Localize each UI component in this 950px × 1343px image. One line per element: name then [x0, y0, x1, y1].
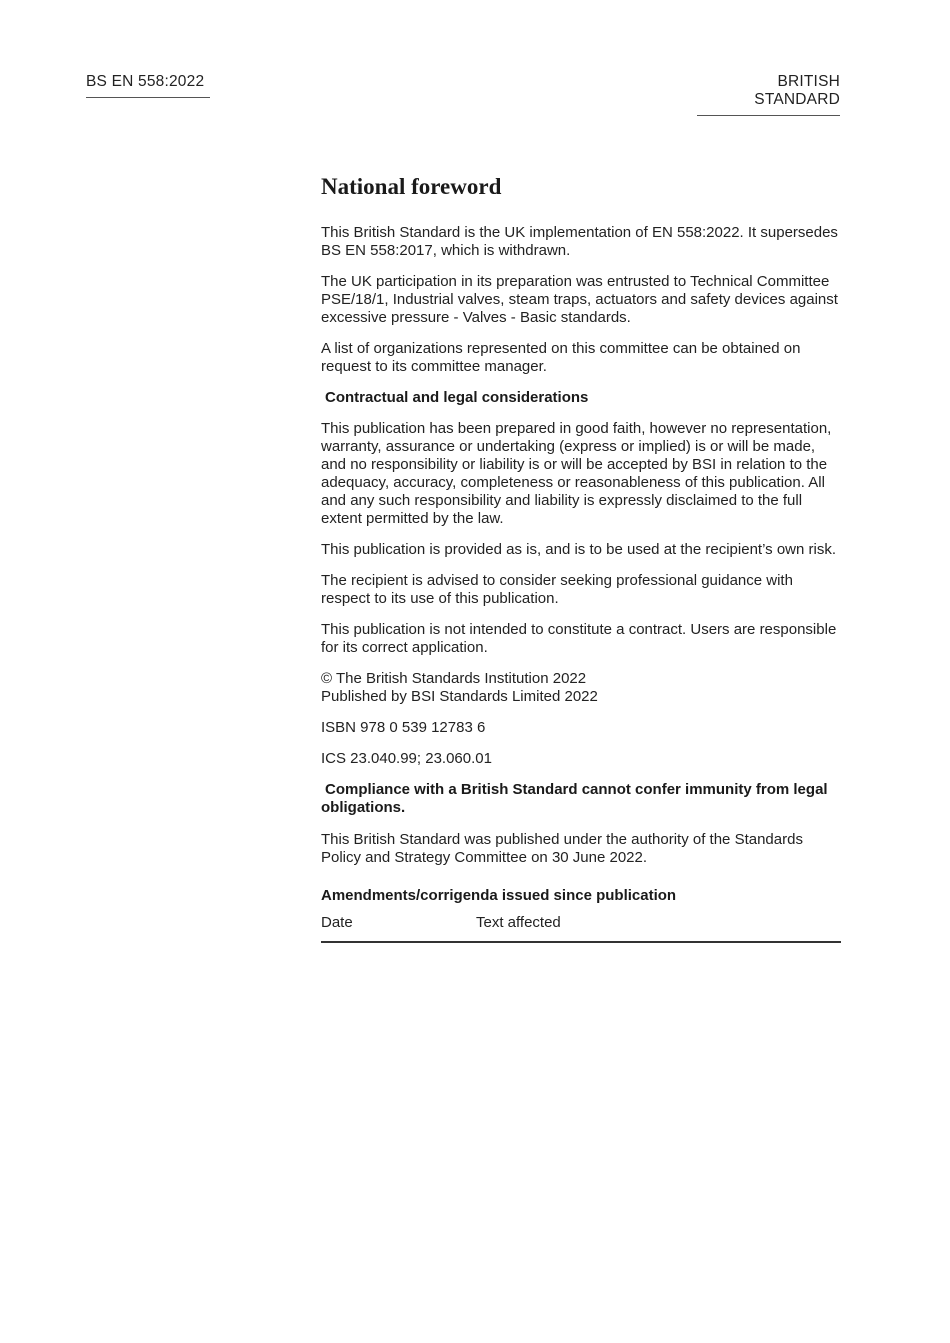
copyright-line: © The British Standards Institution 2022 [321, 670, 587, 687]
contract-paragraph: This publication is not intended to constitute a contract. Users are responsible for its correct application. [321, 621, 837, 656]
organizations-paragraph: A list of organizations represented on this committee can be obtained on request to its committee manager. [321, 340, 801, 375]
copyright-block [321, 670, 841, 706]
document-code-header: BS EN 558:2022 [86, 73, 210, 98]
authority-paragraph: This British Standard was published under the authority of the Standards Policy and Strategy Committee on 30 June 2022. [321, 831, 803, 866]
guidance-paragraph: The recipient is advised to consider seeking professional guidance with respect to its use of this publication. [321, 572, 793, 607]
standard-type-header: BRITISH STANDARD [697, 73, 840, 116]
amendments-text-column-header: Text affected [476, 914, 561, 931]
foreword-content [321, 172, 841, 943]
amendments-heading: Amendments/corrigenda issued since publication [321, 887, 677, 904]
ics-line: ICS 23.040.99; 23.060.01 [321, 750, 492, 767]
isbn-line: ISBN 978 0 539 12783 6 [321, 719, 486, 736]
committee-paragraph: The UK participation in its preparation was entrusted to Technical Committee PSE/18/1, Industrial valves, steam traps, actuators and safety devices against excessive pressure - Valves - Basic standards. [321, 273, 838, 326]
contractual-heading: Contractual and legal considerations [325, 389, 589, 406]
publisher-line: Published by BSI Standards Limited 2022 [321, 688, 598, 705]
amendments-table [321, 914, 841, 943]
compliance-statement: Compliance with a British Standard cannot confer immunity from legal obligations. [321, 781, 828, 816]
as-is-paragraph: This publication is provided as is, and is to be used at the recipient’s own risk. [321, 541, 836, 558]
amendments-date-column-header: Date [321, 914, 353, 931]
page-title: National foreword [321, 174, 502, 199]
implementation-paragraph: This British Standard is the UK implementation of EN 558:2022. It supersedes BS EN 558:2017, which is withdrawn. [321, 224, 838, 259]
good-faith-paragraph: This publication has been prepared in good faith, however no representation, warranty, assurance or undertaking (express or implied) is or will be made, and no responsibility or liability is or will be accepted by BSI in relation to the adequacy, accuracy, completeness or reasonableness of this publication. All and any such responsibility and liability is expressly disclaimed to the full extent permitted by the law. [321, 420, 832, 527]
